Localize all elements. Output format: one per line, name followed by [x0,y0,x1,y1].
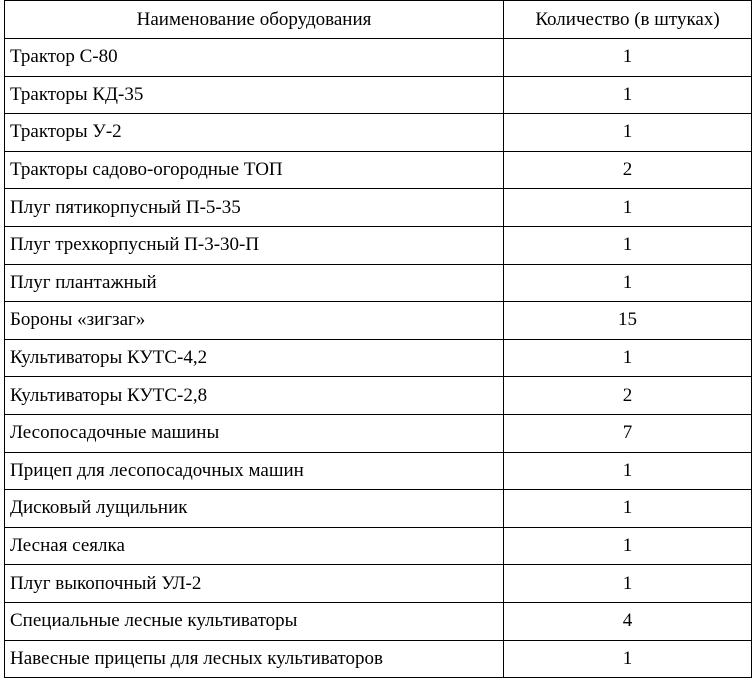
quantity-cell: 4 [504,602,752,640]
quantity-cell: 1 [504,226,752,264]
table-row [5,76,752,114]
quantity-cell: 7 [504,414,752,452]
equipment-name-cell: Плуг плантажный [5,264,504,302]
table-row [5,565,752,603]
table-row [5,490,752,528]
table-body [5,39,752,678]
equipment-name-cell: Лесопосадочные машины [5,414,504,452]
equipment-name-cell: Трактор С-80 [5,39,504,77]
equipment-name-cell: Тракторы У-2 [5,114,504,152]
quantity-cell: 1 [504,490,752,528]
quantity-cell: 2 [504,377,752,415]
table-row [5,377,752,415]
table-row [5,602,752,640]
table-row [5,302,752,340]
table-row [5,640,752,678]
quantity-cell: 15 [504,302,752,340]
quantity-cell: 2 [504,151,752,189]
quantity-cell: 1 [504,452,752,490]
equipment-table [4,0,752,678]
quantity-cell: 1 [504,39,752,77]
quantity-cell: 1 [504,189,752,227]
table-row [5,339,752,377]
quantity-cell: 1 [504,114,752,152]
quantity-cell: 1 [504,640,752,678]
equipment-name-cell: Бороны «зигзаг» [5,302,504,340]
table-row [5,414,752,452]
table-row [5,527,752,565]
equipment-name-cell: Культиваторы КУТС-4,2 [5,339,504,377]
equipment-name-cell: Тракторы садово-огородные ТОП [5,151,504,189]
equipment-name-cell: Лесная сеялка [5,527,504,565]
header-equipment-name: Наименование оборудования [5,1,504,39]
table-row [5,151,752,189]
quantity-cell: 1 [504,264,752,302]
equipment-name-cell: Плуг пятикорпусный П-5-35 [5,189,504,227]
table-row [5,452,752,490]
equipment-name-cell: Плуг трехкорпусный П-3-30-П [5,226,504,264]
equipment-name-cell: Дисковый лущильник [5,490,504,528]
equipment-name-cell: Культиваторы КУТС-2,8 [5,377,504,415]
quantity-cell: 1 [504,527,752,565]
equipment-name-cell: Специальные лесные культиваторы [5,602,504,640]
table-row [5,114,752,152]
table-row [5,264,752,302]
table-row [5,226,752,264]
table-row [5,39,752,77]
table-header [5,1,752,39]
quantity-cell: 1 [504,565,752,603]
equipment-name-cell: Тракторы КД-35 [5,76,504,114]
header-row [5,1,752,39]
equipment-name-cell: Прицеп для лесопосадочных машин [5,452,504,490]
quantity-cell: 1 [504,339,752,377]
quantity-cell: 1 [504,76,752,114]
header-quantity: Количество (в штуках) [504,1,752,39]
table-row [5,189,752,227]
equipment-name-cell: Плуг выкопочный УЛ-2 [5,565,504,603]
equipment-name-cell: Навесные прицепы для лесных культиваторов [5,640,504,678]
